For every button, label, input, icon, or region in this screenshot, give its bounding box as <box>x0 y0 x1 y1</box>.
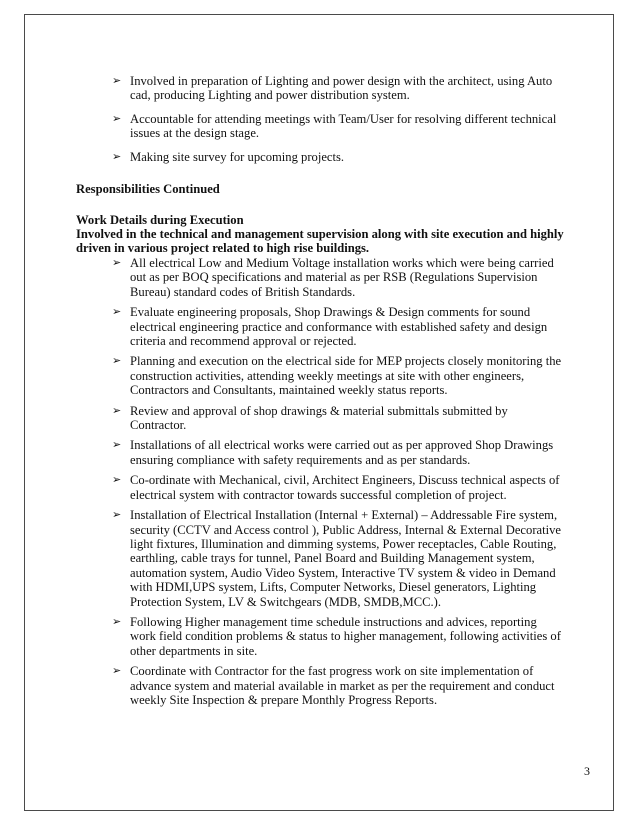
arrow-bullet-icon: ➢ <box>112 473 122 487</box>
arrow-bullet-icon: ➢ <box>112 508 122 522</box>
list-item-text: Following Higher management time schedule instructions and advices, reporting work field condition problems & status to higher management, following activities of other departments in site. <box>130 614 561 658</box>
arrow-bullet-icon: ➢ <box>112 74 122 87</box>
list-item <box>112 664 564 707</box>
work-subheading: Involved in the technical and management supervision along with site execution and highly driven in various project related to high rise buildings. <box>76 227 564 256</box>
list-item <box>112 354 564 397</box>
arrow-bullet-icon: ➢ <box>112 256 122 269</box>
list-item-text: Involved in preparation of Lighting and power design with the architect, using Auto cad, producing Lighting and power distribution system. <box>130 74 553 103</box>
arrow-bullet-icon: ➢ <box>112 149 122 163</box>
list-item-text: Installations of all electrical works were carried out as per approved Shop Drawings ensuring compliance with safety requirements and as per standards. <box>130 438 554 467</box>
arrow-bullet-icon: ➢ <box>112 354 122 368</box>
list-item-text: All electrical Low and Medium Voltage installation works which were being carried out as per BOQ specifications and material as per RSB (Regulations Supervision Bureau) standard codes of British Standards. <box>130 256 554 299</box>
page-number: 3 <box>584 764 590 778</box>
list-item-text: Evaluate engineering proposals, Shop Drawings & Design comments for sound electrical engineering practice and conformance with established safety and design criteria and recommend approval or rejected. <box>130 305 548 349</box>
list-item <box>112 150 564 164</box>
work-bullet-list <box>112 256 564 707</box>
list-item <box>112 404 564 433</box>
list-item <box>112 305 564 348</box>
list-item-text: Planning and execution on the electrical side for MEP projects closely monitoring the construction activities, attending weekly meetings at site with other engineers, Contractors and Consultants, maintained weekly status reports. <box>130 354 562 398</box>
intro-bullet-list <box>112 74 564 164</box>
arrow-bullet-icon: ➢ <box>112 111 122 125</box>
responsibilities-heading: Responsibilities Continued <box>76 182 220 196</box>
list-item-text: Making site survey for upcoming projects. <box>130 149 345 164</box>
arrow-bullet-icon: ➢ <box>112 403 122 417</box>
arrow-bullet-icon: ➢ <box>112 305 122 319</box>
list-item <box>112 256 564 299</box>
list-item <box>112 508 564 609</box>
list-item-text: Accountable for attending meetings with Team/User for resolving different technical issues at the design stage. <box>130 111 557 141</box>
arrow-bullet-icon: ➢ <box>112 614 122 628</box>
list-item <box>112 74 564 103</box>
arrow-bullet-icon: ➢ <box>112 438 122 452</box>
list-item <box>112 615 564 658</box>
list-item <box>112 438 564 467</box>
list-item-text: Co-ordinate with Mechanical, civil, Architect Engineers, Discuss technical aspects of electrical system with contractor towards successful completion of project. <box>130 473 560 502</box>
work-heading: Work Details during Execution <box>76 213 244 227</box>
list-item <box>112 473 564 502</box>
list-item-text: Installation of Electrical Installation (Internal + External) – Addressable Fire system, security (CCTV and Access control ), Public Address, Internal & External Decorative light fixtures, Illumination and dimming systems, Power receptacles, Cable Routing, earthling, cable trays for tunnel, Panel Board and Building Management system, automation system, Audio Video System, Interactive TV system & video in Demand with HDMI,UPS system, Lifts, Computer Networks, Diesel generators, Lighting Protection System, LV & Switchgears (MDB, SMDB,MCC.). <box>130 508 561 609</box>
list-item-text: Coordinate with Contractor for the fast progress work on site implementation of advance system and material available in market as per the requirement and conduct weekly Site Inspection & prepare Monthly Progress Reports. <box>130 664 555 707</box>
list-item <box>112 112 564 141</box>
list-item-text: Review and approval of shop drawings & material submittals submitted by Contractor. <box>130 403 508 433</box>
arrow-bullet-icon: ➢ <box>112 664 122 678</box>
